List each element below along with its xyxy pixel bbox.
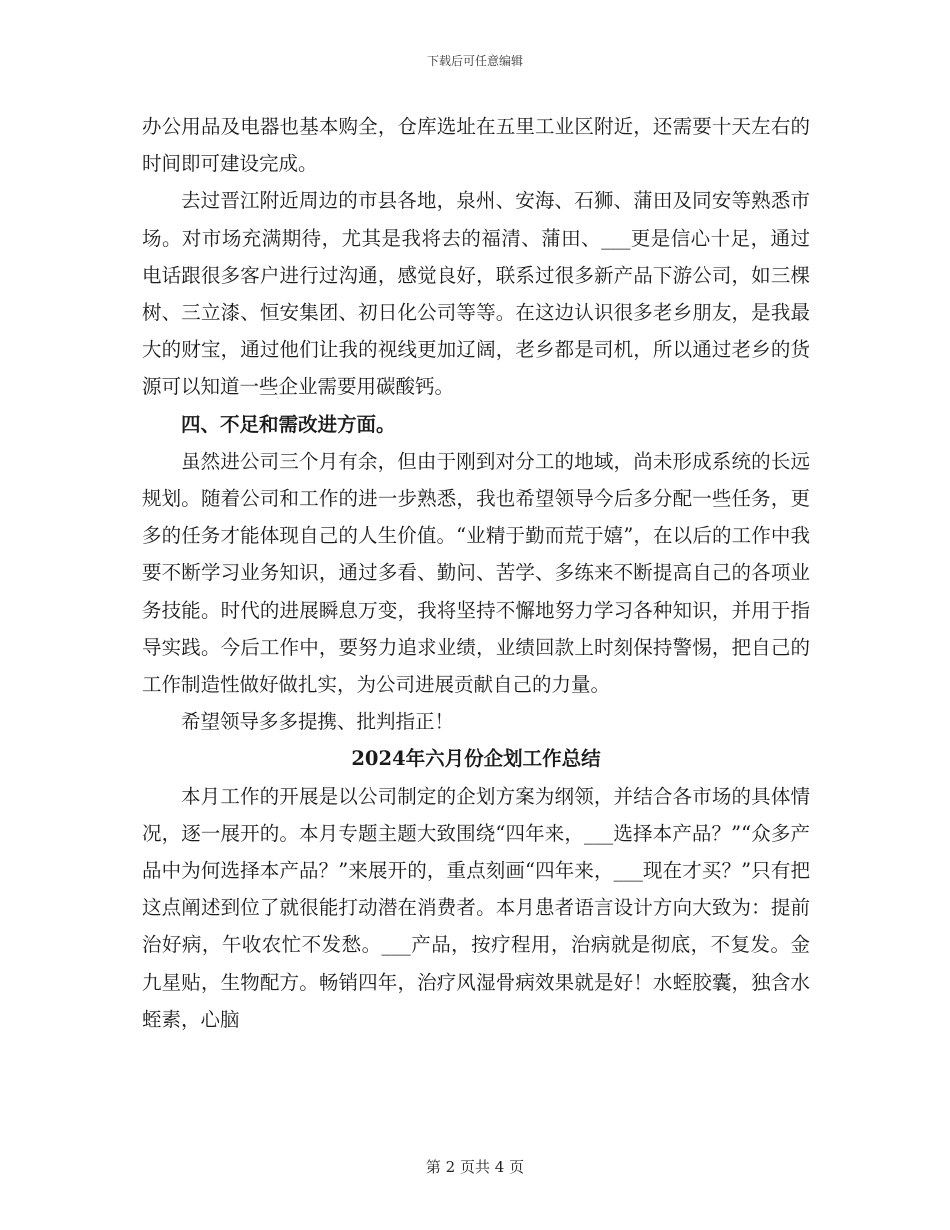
paragraph-continuation: 办公用品及电器也基本购全，仓库选址在五里工业区附近，还需要十天左右的时间即可建设完成。	[142, 115, 810, 176]
page-number-footer: 第 2 页共 4 页	[425, 1158, 525, 1176]
paragraph-market: 去过晋江附近周边的市县各地，泉州、安海、石狮、蒲田及同安等熟悉市场。对市场充满期待，尤其是我将去的福清、蒲田、___更是信心十足，通过电话跟很多客户进行过沟通，感觉良好，联系过很多新产品下游公司，如三棵树、三立漆、恒安集团、初日化公司等等。在这边认识很多老乡朋友，是我最大的财宝，通过他们让我的视线更加辽阔，老乡都是司机，所以通过老乡的货源可以知道一些企业需要用碳酸钙。	[142, 189, 810, 399]
document-title: 2024年六月份企划工作总结	[351, 747, 601, 771]
paragraph-closing: 希望领导多多提携、批判指正！	[181, 710, 455, 734]
paragraph-planning-summary: 本月工作的开展是以公司制定的企划方案为纲领，并结合各市场的具体情况，逐一展开的。本月专题主题大致围绕“四年来，___选择本产品？”“众多产品中为何选择本产品？”来展开的，重点刻画“四年来，___现在才买？”只有把这点阐述到位了就很能打动潜在消费者。本月患者语言设计方向大致为：提前治好病，午收农忙不发愁。___产品，按疗程用，治病就是彻底，不复发。金九星贴，生物配方。畅销四年，治疗风湿骨病效果就是好！水蛭胶囊，独含水蛭素，心脑	[142, 784, 810, 1031]
section-heading-improvement: 四、不足和需改进方面。	[181, 412, 396, 436]
document-body	[142, 108, 810, 1038]
paragraph-improvement: 虽然进公司三个月有余，但由于刚到对分工的地域，尚未形成系统的长远规划。随着公司和工作的进一步熟悉，我也希望领导今后多分配一些任务，更多的任务才能体现自己的人生价值。“业精于勤而荒于嬉”，在以后的工作中我要不断学习业务知识，通过多看、勤问、苦学、多练来不断提高自己的各项业务技能。时代的进展瞬息万变，我将坚持不懈地努力学习各种知识，并用于指导实践。今后工作中，要努力追求业绩，业绩回款上时刻保持警惕，把自己的工作制造性做好做扎实，为公司进展贡献自己的力量。	[142, 449, 810, 697]
page-header-note: 下载后可任意编辑	[426, 54, 523, 68]
